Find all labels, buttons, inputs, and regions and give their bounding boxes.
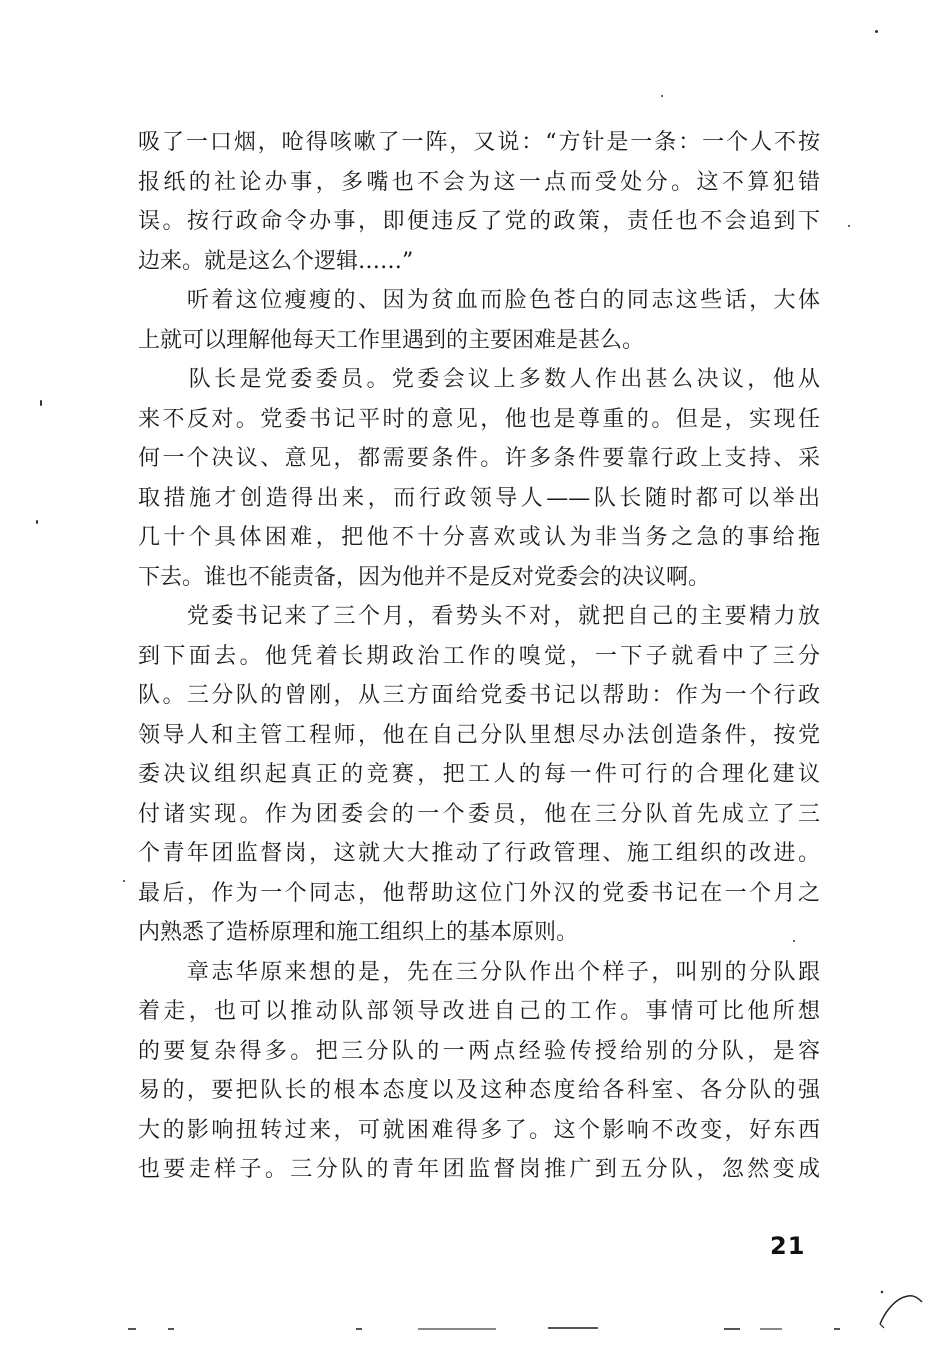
text-line: 何一个决议、意见，都需要条件。许多条件要靠行政上支持、采	[138, 446, 820, 471]
corner-pencil-mark	[878, 1290, 924, 1330]
text-line: 章志华原来想的是，先在三分队作出个样子，叫别的分队跟	[138, 959, 820, 985]
text-line: 下去。谁也不能责备，因为他并不是反对党委会的决议啊。	[138, 564, 711, 590]
text-line: 内熟悉了造桥原理和施工组织上的基本原则。	[138, 920, 579, 945]
scan-noise	[418, 1328, 496, 1330]
scan-noise	[168, 1328, 174, 1330]
scan-speck	[36, 520, 38, 524]
scan-noise	[724, 1328, 740, 1330]
text-line: 个青年团监督岗，这就大大推动了行政管理、施工组织的改进。	[138, 841, 820, 866]
text-line: 队。三分队的曾刚，从三方面给党委书记以帮助：作为一个行政	[138, 683, 820, 708]
text-line: 党委书记来了三个月，看势头不对，就把自己的主要精力放	[138, 604, 820, 629]
text-line: 误。按行政命令办事，即便违反了党的政策，责任也不会追到下	[138, 209, 820, 234]
scan-speck	[123, 880, 125, 882]
text-line: 几十个具体困难，把他不十分喜欢或认为非当务之急的事给拖	[138, 525, 820, 550]
text-line: 到下面去。他凭着长期政治工作的嗅觉，一下子就看中了三分	[138, 643, 820, 669]
scan-speck	[661, 95, 663, 97]
scan-speck	[793, 940, 795, 942]
text-line: 的要复杂得多。把三分队的一两点经验传授给别的分队，是容	[138, 1038, 820, 1064]
text-line: 吸了一口烟，呛得咳嗽了一阵，又说：“方针是一条：一个人不按	[138, 130, 820, 155]
scan-noise	[128, 1328, 136, 1330]
text-line: 也要走样子。三分队的青年团监督岗推广到五分队，忽然变成	[138, 1157, 820, 1182]
text-line: 领导人和主管工程师，他在自己分队里想尽办法创造条件，按党	[138, 722, 820, 748]
scan-noise	[834, 1328, 840, 1330]
page-number: 21	[770, 1232, 806, 1260]
text-line: 队长是党委委员。党委会议上多数人作出甚么决议，他从	[138, 367, 820, 392]
text-line: 报纸的社论办事，多嘴也不会为这一点而受处分。这不算犯错	[138, 169, 820, 195]
text-line: 大的影响扭转过来，可就困难得多了。这个影响不改变，好东西	[138, 1117, 820, 1143]
scan-speck	[40, 400, 42, 406]
text-line: 上就可以理解他每天工作里遇到的主要困难是甚么。	[138, 327, 645, 353]
scan-speck	[848, 225, 850, 227]
text-line: 着走，也可以推动队部领导改进自己的工作。事情可比他所想	[138, 999, 820, 1024]
scan-noise	[356, 1328, 362, 1330]
text-line: 听着这位瘦瘦的、因为贫血而脸色苍白的同志这些话，大体	[138, 288, 820, 313]
text-line: 付诸实现。作为团委会的一个委员，他在三分队首先成立了三	[138, 801, 820, 827]
scan-noise	[760, 1328, 782, 1330]
text-line: 委决议组织起真正的竞赛，把工人的每一件可行的合理化建议	[138, 762, 820, 787]
text-line: 来不反对。党委书记平时的意见，他也是尊重的。但是，实现任	[138, 406, 820, 432]
body-text	[138, 123, 820, 1190]
text-line: 最后，作为一个同志，他帮助这位门外汉的党委书记在一个月之	[138, 880, 820, 906]
scan-noise	[548, 1327, 598, 1329]
text-line: 易的，要把队长的根本态度以及这种态度给各科室、各分队的强	[138, 1078, 820, 1103]
text-line: 边来。就是这么个逻辑……”	[138, 248, 414, 274]
scan-speck	[875, 30, 878, 33]
text-line: 取措施才创造得出来，而行政领导人——队长随时都可以举出	[138, 485, 820, 511]
